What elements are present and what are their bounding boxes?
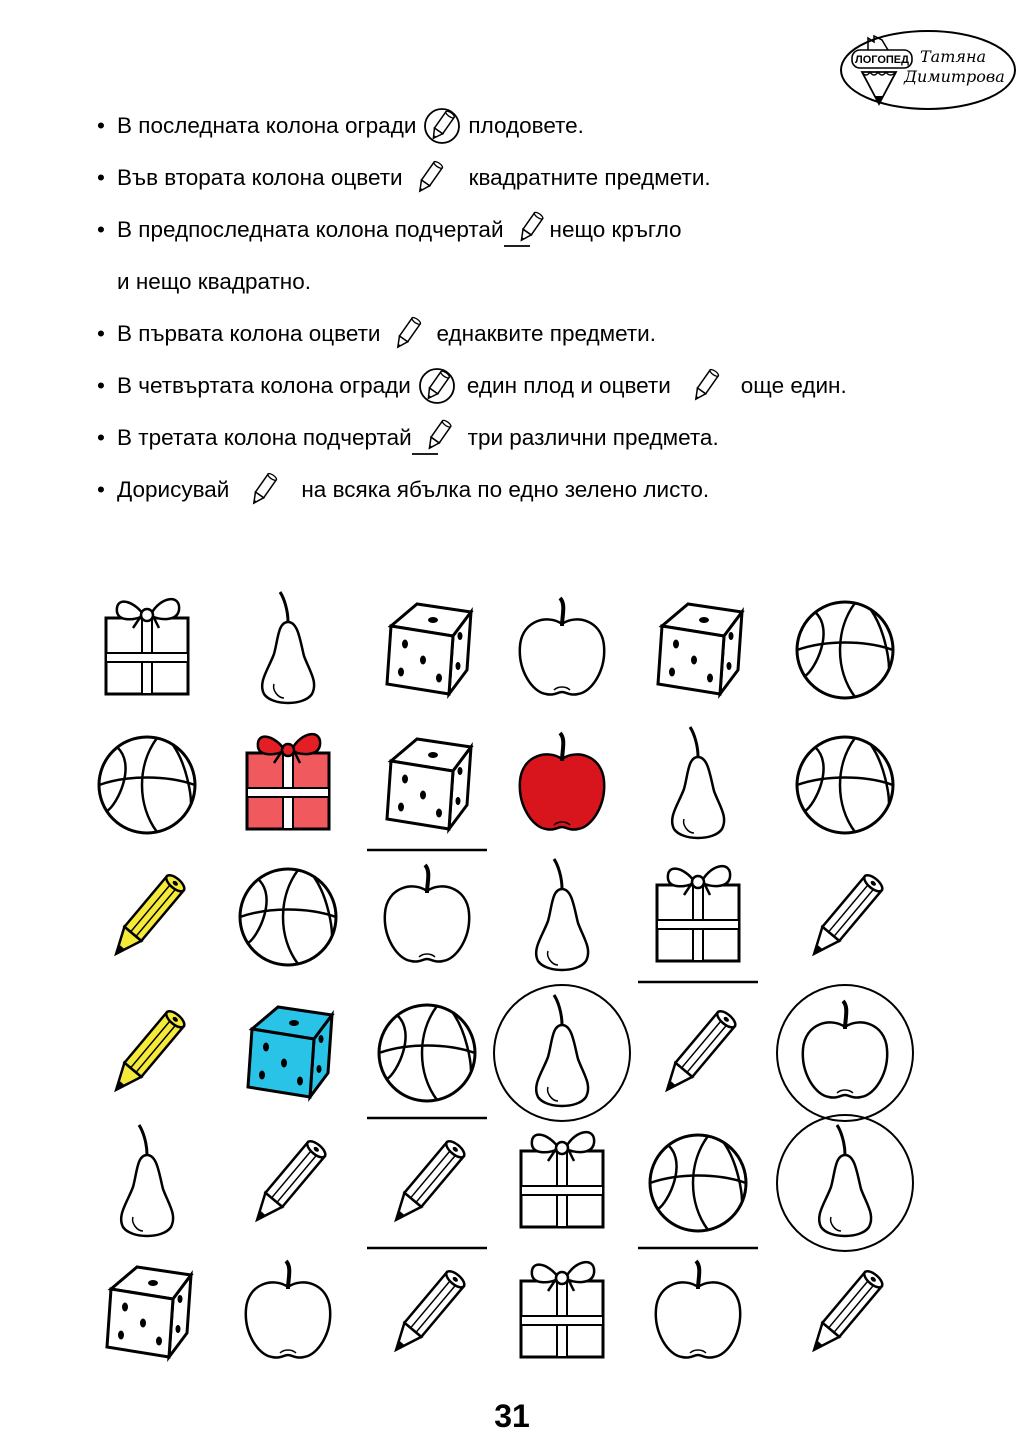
ball-icon — [240, 869, 336, 965]
pencil-icon — [806, 1268, 885, 1356]
instruction-text: още един. — [740, 373, 847, 398]
instruction-3-continuation — [117, 262, 311, 302]
pear-icon — [672, 727, 724, 838]
instruction-text: Във втората колона оцвети — [117, 165, 403, 190]
circle-pencil-icon — [417, 366, 457, 406]
logo-name-last: Димитрова — [904, 67, 1005, 86]
pencil-icon — [409, 158, 449, 198]
instruction-text: еднаквите предмети. — [436, 321, 656, 346]
dice-icon — [387, 739, 471, 829]
apple-icon — [246, 1261, 330, 1358]
instruction-text: три различни предмета. — [467, 425, 719, 450]
instruction-text: Дорисувай — [117, 477, 230, 502]
gift-icon — [657, 866, 739, 961]
logo-name-first: Татяна — [920, 47, 987, 66]
instruction-text: плодовете. — [468, 113, 584, 138]
dice-icon — [107, 1267, 191, 1357]
instruction-2: • Във втората колона оцвети квадратните предмети. — [97, 158, 711, 198]
dice-icon — [387, 604, 471, 694]
ball-icon — [379, 1005, 475, 1101]
instruction-text: нещо кръгло — [549, 217, 682, 242]
apple-icon — [803, 1001, 887, 1098]
instruction-3: • В предпоследната колона подчертай нещо кръгло — [97, 210, 682, 250]
pencil-icon — [243, 470, 283, 510]
pencil-icon — [806, 872, 885, 960]
instruction-text: и нещо квадратно. — [117, 269, 311, 294]
pear-icon — [536, 859, 588, 970]
page-number: 31 — [494, 1398, 530, 1434]
pear-icon — [819, 1125, 871, 1236]
ball-icon — [650, 1135, 746, 1231]
instruction-text: В третата колона подчертай — [117, 425, 412, 450]
gift-icon — [106, 599, 188, 694]
gift-icon — [521, 1262, 603, 1357]
pear-icon — [262, 592, 314, 703]
instruction-text: В последната колона огради — [117, 113, 417, 138]
pencil-icon — [387, 314, 427, 354]
ball-icon — [797, 737, 893, 833]
pencil-icon — [388, 1268, 467, 1356]
pencil-icon — [249, 1138, 328, 1226]
ball-icon — [797, 602, 893, 698]
pencil-icon — [108, 872, 187, 960]
instruction-text: на всяка ябълка по едно зелено листо. — [301, 477, 710, 502]
logo-label-box: ЛОГОПЕД — [854, 54, 910, 66]
gift-icon — [521, 1132, 603, 1227]
underline-pencil-icon — [412, 418, 452, 458]
underline-pencil-icon — [504, 210, 544, 250]
pencil-icon — [659, 1008, 738, 1096]
dice-icon — [658, 604, 742, 694]
answer-circle — [494, 985, 630, 1121]
pencil-icon — [685, 366, 725, 406]
instruction-text: В предпоследната колона подчертай — [117, 217, 504, 242]
apple-icon — [656, 1261, 740, 1358]
pencil-icon — [388, 1138, 467, 1226]
dice-icon — [248, 1007, 332, 1097]
instruction-4: • В първата колона оцвети еднаквите предмети. — [97, 314, 656, 354]
pear-icon — [536, 995, 588, 1106]
pear-icon — [121, 1125, 173, 1236]
answer-circle — [777, 1115, 913, 1251]
instruction-text: един плод и оцвети — [466, 373, 671, 398]
apple-icon — [520, 598, 604, 695]
apple-icon — [520, 733, 604, 830]
instruction-text: В първата колона оцвети — [117, 321, 381, 346]
apple-icon — [385, 865, 469, 962]
gift-icon — [247, 734, 329, 829]
instruction-1: • В последната колона огради плодовете. — [97, 106, 584, 146]
instruction-7: • Дорисувай на всяка ябълка по едно зелено листо. — [97, 470, 709, 510]
instruction-text: В четвъртата колона огради — [117, 373, 411, 398]
circle-pencil-icon — [422, 106, 462, 146]
instruction-text: квадратните предмети. — [468, 165, 711, 190]
instruction-5: • В четвъртата колона огради един плод и оцвети още един. — [97, 366, 847, 406]
instruction-6: • В третата колона подчертай три различни предмета. — [97, 418, 719, 458]
pencil-icon — [108, 1008, 187, 1096]
author-logo — [838, 28, 1018, 112]
answer-circle — [777, 985, 913, 1121]
ball-icon — [99, 737, 195, 833]
